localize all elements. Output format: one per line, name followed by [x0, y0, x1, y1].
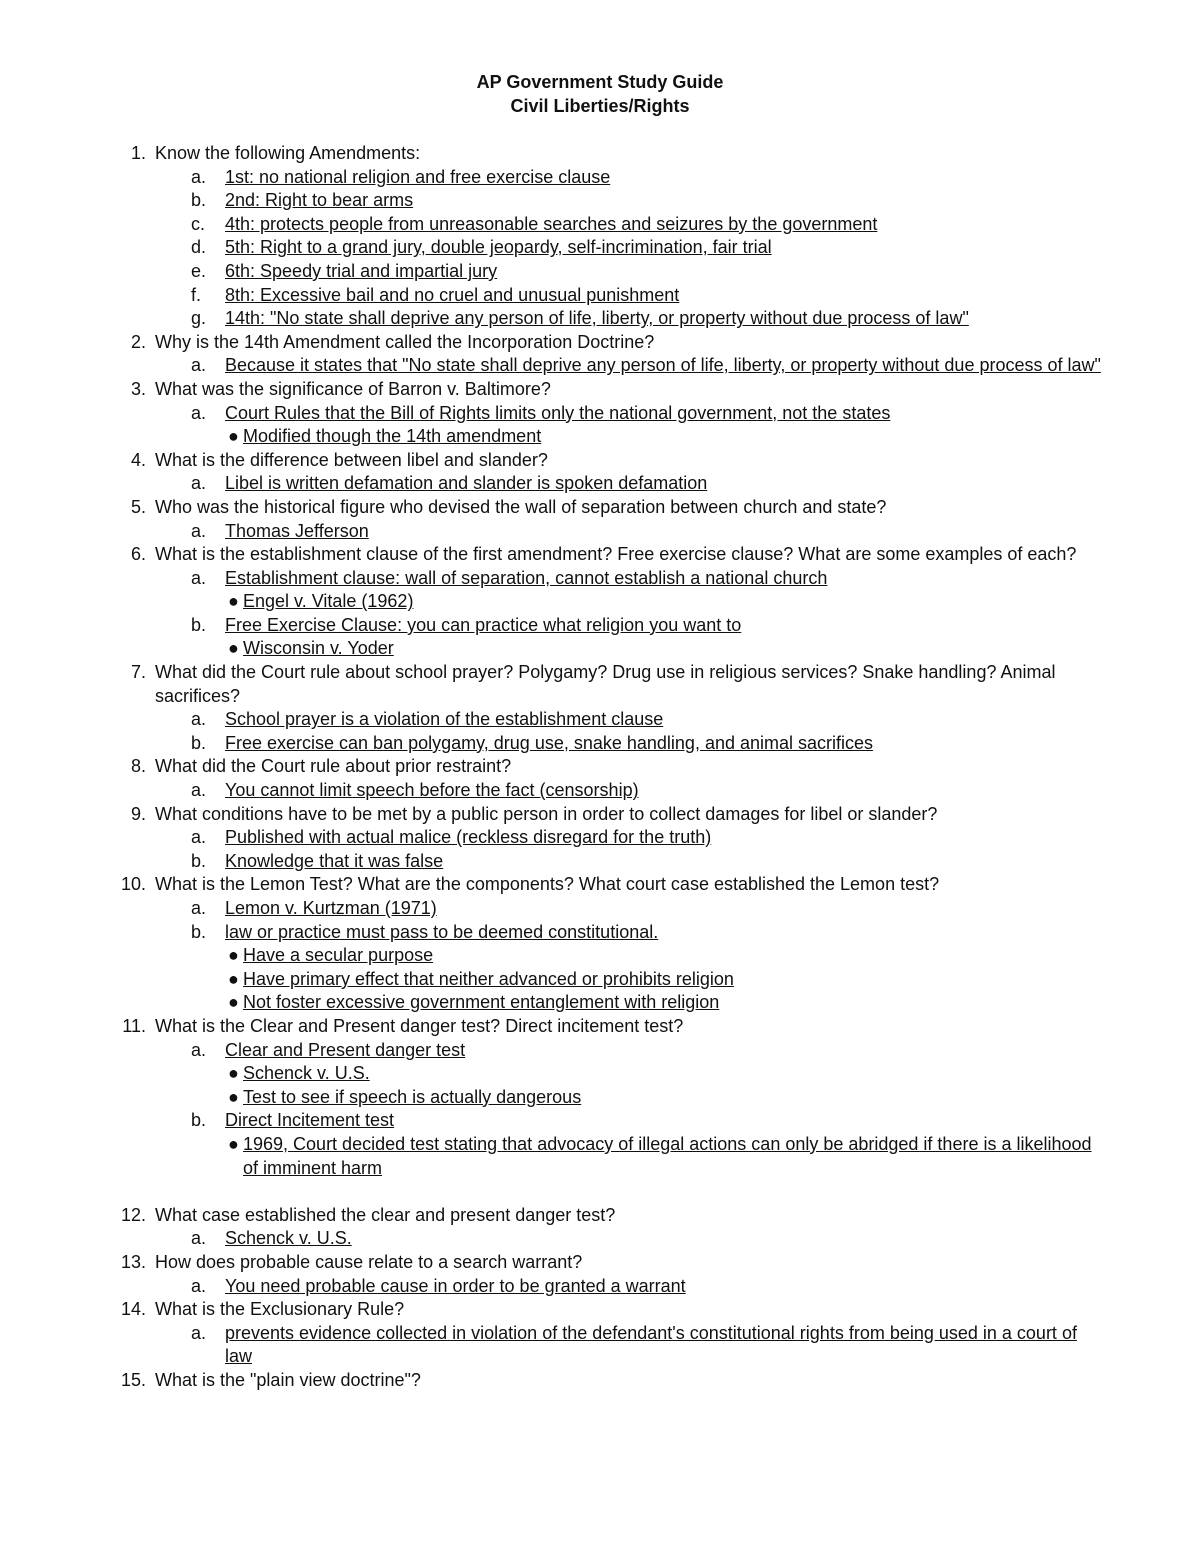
question-text: What conditions have to be met by a public person in order to collect damages for libel or slander?	[155, 803, 938, 824]
answer-letter: a .	[191, 1227, 206, 1251]
answer-item	[118, 708, 1108, 732]
question-item	[118, 331, 1108, 355]
answer-letter: b .	[191, 189, 206, 213]
answer-item	[118, 284, 1108, 308]
question-number: 15 .	[118, 1369, 146, 1393]
bullet-text: Wisconsin v. Yoder	[243, 638, 394, 659]
answer-item	[118, 1322, 1108, 1369]
answer-letter: a .	[191, 567, 206, 591]
answer-letter: a .	[191, 402, 206, 426]
question-text: Why is the 14th Amendment called the Incorporation Doctrine?	[155, 331, 655, 352]
bullet-item	[118, 425, 1108, 449]
bullet-icon: ●	[228, 992, 239, 1013]
bullet-icon: ●	[228, 1086, 239, 1107]
answer-text: Court Rules that the Bill of Rights limits only the national government, not the states	[225, 402, 891, 423]
question-text: What is the Exclusionary Rule?	[155, 1299, 405, 1320]
answer-item	[118, 850, 1108, 874]
answer-text: law or practice must pass to be deemed constitutional.	[225, 921, 659, 942]
answer-item	[118, 1039, 1108, 1063]
answer-item	[118, 897, 1108, 921]
question-number: 1 .	[118, 142, 146, 166]
answer-text: Clear and Present danger test	[225, 1039, 466, 1060]
bullet-text: Test to see if speech is actually dangerous	[243, 1086, 582, 1107]
bullet-text: Have a secular purpose	[243, 945, 434, 966]
question-item	[118, 661, 1108, 708]
answer-text: Knowledge that it was false	[225, 850, 444, 871]
bullet-item	[118, 968, 1108, 992]
answer-letter: b .	[191, 732, 206, 756]
bullet-icon: ●	[228, 426, 239, 447]
answer-letter: b .	[191, 1109, 206, 1133]
answer-letter: a .	[191, 166, 206, 190]
answer-item	[118, 402, 1108, 426]
question-item	[118, 873, 1108, 897]
answer-text: Libel is written defamation and slander is spoken defamation	[225, 473, 708, 494]
question-number: 6 .	[118, 543, 146, 567]
bullet-item	[118, 944, 1108, 968]
question-text: Who was the historical figure who devised the wall of separation between church and state?	[155, 496, 887, 517]
answer-text: 4th: protects people from unreasonable searches and seizures by the government	[225, 213, 878, 234]
question-text: What case established the clear and present danger test?	[155, 1204, 616, 1225]
answer-text: 1st: no national religion and free exercise clause	[225, 166, 611, 187]
question-text: What is the Lemon Test? What are the components? What court case established the Lemon test?	[155, 874, 940, 895]
answer-letter: b .	[191, 850, 206, 874]
answer-letter: b .	[191, 921, 206, 945]
answer-text: Free exercise can ban polygamy, drug use, snake handling, and animal sacrifices	[225, 732, 874, 753]
bullet-icon: ●	[228, 945, 239, 966]
answer-letter: a .	[191, 779, 206, 803]
question-item	[118, 1251, 1108, 1275]
question-number: 9 .	[118, 803, 146, 827]
answer-item	[118, 354, 1108, 378]
answer-item	[118, 520, 1108, 544]
question-number: 13 .	[118, 1251, 146, 1275]
question-text: How does probable cause relate to a search warrant?	[155, 1251, 583, 1272]
answer-text: Thomas Jefferson	[225, 520, 369, 541]
question-number: 8 .	[118, 755, 146, 779]
answer-text: School prayer is a violation of the establishment clause	[225, 709, 664, 730]
bullet-text: Have primary effect that neither advanced or prohibits religion	[243, 968, 734, 989]
answer-text: 8th: Excessive bail and no cruel and unusual punishment	[225, 284, 680, 305]
question-text: What is the difference between libel and slander?	[155, 449, 548, 470]
answer-letter: e .	[191, 260, 206, 284]
question-number: 7 .	[118, 661, 146, 685]
question-number: 3 .	[118, 378, 146, 402]
answer-item	[118, 567, 1108, 591]
answer-item	[118, 1275, 1108, 1299]
answer-item	[118, 826, 1108, 850]
bullet-item	[118, 1062, 1108, 1086]
bullet-item	[118, 991, 1108, 1015]
answer-text: 14th: "No state shall deprive any person of life, liberty, or property without due process of law"	[225, 308, 969, 329]
answer-text: Lemon v. Kurtzman (1971)	[225, 898, 437, 918]
question-item	[118, 496, 1108, 520]
answer-letter: c .	[191, 213, 205, 237]
question-item	[118, 803, 1108, 827]
answer-letter: a .	[191, 520, 206, 544]
answer-item	[118, 189, 1108, 213]
bullet-item	[118, 590, 1108, 614]
bullet-icon: ●	[228, 638, 239, 659]
bullet-icon: ●	[228, 1133, 239, 1154]
question-item	[118, 543, 1108, 567]
question-text: What was the significance of Barron v. Baltimore?	[155, 378, 551, 399]
answer-text: Published with actual malice (reckless disregard for the truth)	[225, 827, 712, 848]
answer-letter: a .	[191, 354, 206, 378]
bullet-text: Schenck v. U.S.	[243, 1063, 370, 1084]
answer-text: 5th: Right to a grand jury, double jeopardy, self-incrimination, fair trial	[225, 237, 772, 258]
answer-item	[118, 166, 1108, 190]
bullet-icon: ●	[228, 968, 239, 989]
bullet-text: 1969, Court decided test stating that advocacy of illegal actions can only be abridged if there is a likelihood of imminent harm	[243, 1133, 1092, 1178]
question-text: Know the following Amendments:	[155, 143, 421, 163]
answer-item	[118, 236, 1108, 260]
answer-text: Establishment clause: wall of separation, cannot establish a national church	[225, 567, 828, 588]
question-item	[118, 142, 1108, 166]
question-item	[118, 755, 1108, 779]
bullet-icon: ●	[228, 1063, 239, 1084]
answer-text: Direct Incitement test	[225, 1110, 395, 1131]
answer-item	[118, 732, 1108, 756]
question-number: 4 .	[118, 449, 146, 473]
question-number: 2 .	[118, 331, 146, 355]
answer-letter: a .	[191, 708, 206, 732]
bullet-item	[118, 1133, 1108, 1180]
question-item	[118, 1298, 1108, 1322]
question-text: What is the "plain view doctrine"?	[155, 1369, 421, 1390]
bullet-item	[118, 1086, 1108, 1110]
question-text: What did the Court rule about school prayer? Polygamy? Drug use in religious services? Snake handling? Animal sacrifices?	[155, 662, 1056, 706]
question-text: What is the Clear and Present danger test? Direct incitement test?	[155, 1015, 684, 1036]
answer-text: 2nd: Right to bear arms	[225, 190, 414, 211]
answer-item	[118, 472, 1108, 496]
answer-item	[118, 213, 1108, 237]
bullet-text: Engel v. Vitale (1962)	[243, 591, 414, 612]
question-list	[118, 142, 1108, 1392]
bullet-text: Not foster excessive government entanglement with religion	[243, 992, 720, 1013]
question-item	[118, 378, 1108, 402]
question-item	[118, 1204, 1108, 1228]
question-text: What is the establishment clause of the first amendment? Free exercise clause? What are some examples of each?	[155, 544, 1077, 565]
answer-letter: a .	[191, 1039, 206, 1063]
answer-text: 6th: Speedy trial and impartial jury	[225, 260, 498, 281]
answer-item	[118, 260, 1108, 284]
question-number: 14 .	[118, 1298, 146, 1322]
answer-letter: d .	[191, 236, 206, 260]
answer-item	[118, 779, 1108, 803]
bullet-item	[118, 637, 1108, 661]
answer-letter: f .	[191, 284, 201, 308]
answer-letter: g .	[191, 307, 206, 331]
page-subtitle: Civil Liberties/Rights	[510, 96, 690, 116]
question-text: What did the Court rule about prior restraint?	[155, 756, 512, 777]
question-number: 10 .	[118, 873, 146, 897]
answer-text: You need probable cause in order to be granted a warrant	[225, 1275, 686, 1296]
answer-text: Free Exercise Clause: you can practice what religion you want to	[225, 614, 742, 635]
question-item	[118, 449, 1108, 473]
question-number: 5 .	[118, 496, 146, 520]
answer-letter: a .	[191, 472, 206, 496]
question-number: 11 .	[118, 1015, 146, 1039]
answer-text: Schenck v. U.S.	[225, 1228, 352, 1249]
blank-line	[118, 1180, 1108, 1204]
answer-text: Because it states that "No state shall deprive any person of life, liberty, or property without due process of law"	[225, 355, 1101, 376]
bullet-text: Modified though the 14th amendment	[243, 426, 542, 447]
answer-letter: a .	[191, 826, 206, 850]
answer-item	[118, 307, 1108, 331]
page-title: AP Government Study Guide	[476, 72, 724, 92]
answer-letter: a .	[191, 897, 206, 921]
question-number: 12 .	[118, 1204, 146, 1228]
question-item	[118, 1015, 1108, 1039]
answer-text: prevents evidence collected in violation of the defendant's constitutional rights from being used in a court of law	[225, 1322, 1077, 1367]
answer-letter: a .	[191, 1275, 206, 1299]
answer-item	[118, 921, 1108, 945]
question-item	[118, 1369, 1108, 1393]
bullet-icon: ●	[228, 591, 239, 612]
answer-letter: b .	[191, 614, 206, 638]
answer-item	[118, 614, 1108, 638]
answer-text: You cannot limit speech before the fact (censorship)	[225, 780, 639, 801]
answer-item	[118, 1109, 1108, 1133]
answer-letter: a .	[191, 1322, 206, 1346]
answer-item	[118, 1227, 1108, 1251]
